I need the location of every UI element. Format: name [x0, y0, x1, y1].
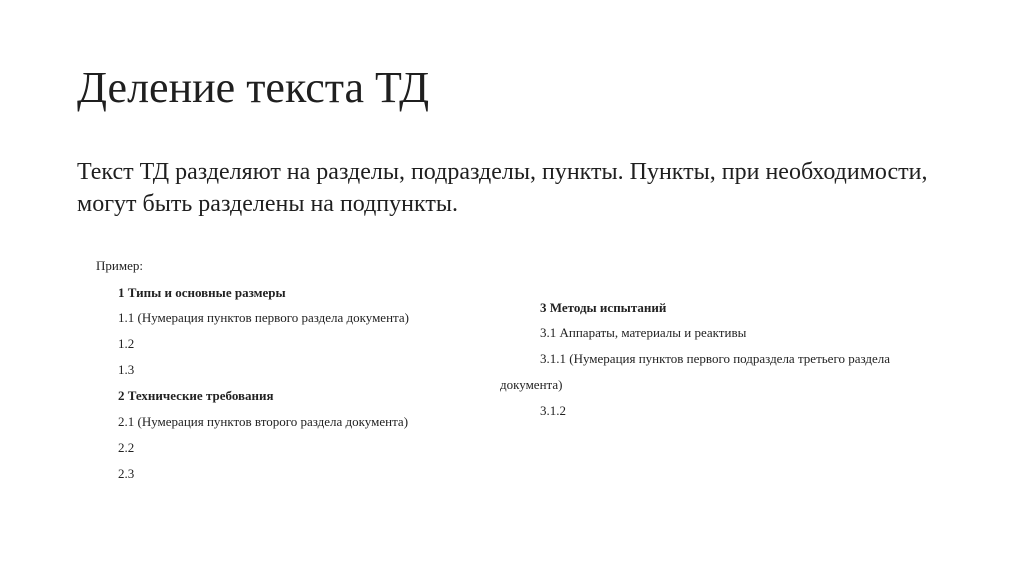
section-heading: 3 Методы испытаний [540, 300, 667, 315]
list-item: 2.3 [118, 466, 135, 481]
list-item: 3.1.2 [540, 403, 566, 418]
list-item: 2.1 (Нумерация пунктов второго раздела документа) [118, 414, 409, 429]
section-heading: 1 Типы и основные размеры [118, 285, 286, 300]
list-item: 1.1 (Нумерация пунктов первого раздела документа) [118, 310, 409, 325]
list-item: 3.1.1 (Нумерация пунктов первого подраздела третьего раздела [540, 351, 891, 366]
section-heading: 2 Технические требования [118, 388, 274, 403]
list-item: документа) [500, 377, 563, 392]
list-item: 2.2 [118, 440, 135, 455]
list-item: 1.3 [118, 362, 135, 377]
list-item: 3.1 Аппараты, материалы и реактивы [540, 325, 747, 340]
list-item: 1.2 [118, 336, 135, 351]
body-paragraph: Текст ТД разделяют на разделы, подразделы, пункты. Пункты, при необходимости, могут быть разделены на подпункты. [77, 159, 928, 217]
example-label: Пример: [96, 258, 143, 273]
slide-title: Деление текста ТД [77, 63, 430, 112]
